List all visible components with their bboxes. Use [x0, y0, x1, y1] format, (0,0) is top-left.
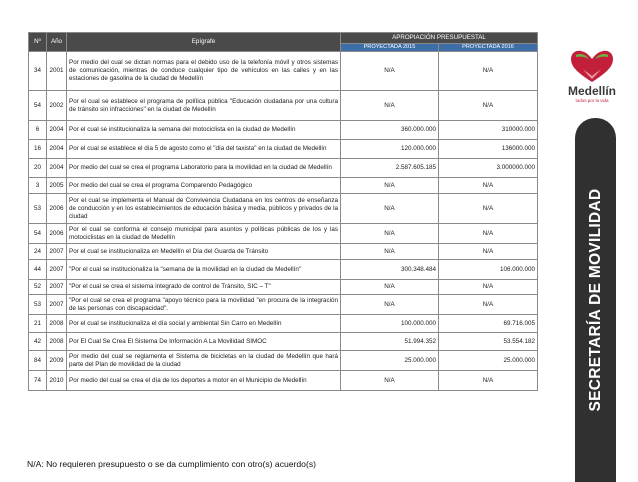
- cell-2015: 25.000.000: [341, 351, 439, 371]
- logo-wordmark: Medellín: [567, 84, 617, 98]
- header-2015: PROYECTADA 2015: [341, 44, 439, 52]
- agreements-table: [28, 32, 538, 391]
- table-row: [29, 224, 538, 244]
- table-row: [29, 194, 538, 224]
- cell-2015: 51.994.352: [341, 333, 439, 351]
- cell-no: 6: [29, 121, 47, 140]
- cell-no: 54: [29, 224, 47, 244]
- table-row: [29, 333, 538, 351]
- cell-epigraph: Por El Cual Se Crea El Sistema De Información A La Movilidad SIMOC: [67, 333, 341, 351]
- sidebar-banner: [575, 118, 616, 482]
- cell-epigraph: "Por el cual se crea el programa "apoyo técnico para la movilidad "en procura de la integración de las personas con discapacidad".: [67, 295, 341, 315]
- cell-year: 2010: [47, 371, 67, 391]
- cell-no: 24: [29, 244, 47, 260]
- cell-2016: N/A: [439, 244, 538, 260]
- cell-epigraph: Por el cual se establece el día 5 de agosto como el "día del taxista" en la ciudad de Medellín: [67, 140, 341, 159]
- cell-no: 54: [29, 91, 47, 121]
- table-row: [29, 260, 538, 280]
- cell-no: 44: [29, 260, 47, 280]
- cell-2015: N/A: [341, 91, 439, 121]
- cell-2016: N/A: [439, 194, 538, 224]
- cell-no: 3: [29, 178, 47, 194]
- table-row: [29, 351, 538, 371]
- table-row: [29, 121, 538, 140]
- logo-tagline: todos por la vida: [575, 98, 609, 103]
- cell-2016: N/A: [439, 371, 538, 391]
- header-budget: APROPIACIÓN PRESUPUESTAL: [341, 33, 538, 44]
- cell-year: 2002: [47, 91, 67, 121]
- cell-epigraph: Por medio del cual se crea el programa Laboratorio para la movilidad en la ciudad de Medellín: [67, 159, 341, 178]
- header-epigraph: Epígrafe: [67, 33, 341, 52]
- cell-2016: 106.000.000: [439, 260, 538, 280]
- cell-no: 21: [29, 315, 47, 333]
- cell-2015: N/A: [341, 194, 439, 224]
- cell-2016: 69.716.005: [439, 315, 538, 333]
- cell-year: 2008: [47, 315, 67, 333]
- cell-epigraph: Por medio del cual se dictan normas para el debido uso de la telefonía móvil y otros sistemas de comunicación, mientras de conduce cualquier tipo de vehículos en las calles y en las estaciones de gasolina de la ciudad de Medellín: [67, 52, 341, 91]
- cell-no: 52: [29, 280, 47, 295]
- table-row: [29, 315, 538, 333]
- cell-year: 2007: [47, 260, 67, 280]
- sidebar-title: SECRETARÍA DE MOVILIDAD: [586, 188, 604, 412]
- cell-no: 84: [29, 351, 47, 371]
- cell-no: 34: [29, 52, 47, 91]
- table-row: [29, 280, 538, 295]
- table-row: [29, 140, 538, 159]
- cell-epigraph: Por medio del cual se crea el programa Comparendo Pedagógico: [67, 178, 341, 194]
- cell-2015: N/A: [341, 52, 439, 91]
- cell-no: 53: [29, 295, 47, 315]
- cell-year: 2007: [47, 244, 67, 260]
- cell-year: 2004: [47, 159, 67, 178]
- cell-2016: 136000.000: [439, 140, 538, 159]
- cell-epigraph: Por el cual se institucionaliza la semana del motociclista en la ciudad de Medellín: [67, 121, 341, 140]
- cell-epigraph: Por el cual se institucionaliza en Medellín el Día del Guarda de Tránsito: [67, 244, 341, 260]
- cell-2016: N/A: [439, 178, 538, 194]
- cell-2015: N/A: [341, 295, 439, 315]
- cell-year: 2006: [47, 224, 67, 244]
- medellin-logo: [556, 45, 628, 105]
- cell-epigraph: Por el cual se establece el programa de política pública "Educación ciudadana por una cultura de tránsito sin infracciones" en la ciudad de Medellín: [67, 91, 341, 121]
- medellin-heart-icon: [556, 45, 628, 105]
- cell-2015: N/A: [341, 371, 439, 391]
- cell-2016: 53.554.182: [439, 333, 538, 351]
- cell-year: 2004: [47, 121, 67, 140]
- cell-2016: N/A: [439, 295, 538, 315]
- cell-epigraph: "Por el cual se crea el sistema integrado de control de Tránsito, SIC – T": [67, 280, 341, 295]
- cell-no: 16: [29, 140, 47, 159]
- cell-2016: 25.000.000: [439, 351, 538, 371]
- cell-2015: N/A: [341, 244, 439, 260]
- cell-epigraph: Por el cual se conforma el consejo municipal para asuntos y políticas públicas de los y las motociclistas en la ciudad de Medellín: [67, 224, 341, 244]
- header-no: Nº: [29, 33, 47, 52]
- cell-2016: N/A: [439, 280, 538, 295]
- header-2016: PROYECTADA 2016: [439, 44, 538, 52]
- cell-2015: N/A: [341, 178, 439, 194]
- cell-2016: N/A: [439, 91, 538, 121]
- cell-2016: 3.000000.000: [439, 159, 538, 178]
- table-row: [29, 371, 538, 391]
- cell-epigraph: Por medio del cual se crea el día de los deportes a motor en el Municipio de Medellín: [67, 371, 341, 391]
- cell-no: 20: [29, 159, 47, 178]
- cell-no: 74: [29, 371, 47, 391]
- cell-2015: 360.000.000: [341, 121, 439, 140]
- header-year: Año: [47, 33, 67, 52]
- table-row: [29, 244, 538, 260]
- table-row: [29, 295, 538, 315]
- cell-2015: 300.348.484: [341, 260, 439, 280]
- cell-2015: N/A: [341, 224, 439, 244]
- table-row: [29, 178, 538, 194]
- cell-epigraph: Por el cual se implementa el Manual de Convivencia Ciudadana en los centros de enseñanza de conducción y en los establecimientos de educación básica y media, públicos y privados de la ciudad: [67, 194, 341, 224]
- cell-year: 2008: [47, 333, 67, 351]
- cell-no: 53: [29, 194, 47, 224]
- cell-epigraph: "Por el cual se institucionaliza la "semana de la movilidad en la ciudad de Medellín": [67, 260, 341, 280]
- table-body: [29, 52, 538, 391]
- cell-year: 2001: [47, 52, 67, 91]
- cell-2016: 310000.000: [439, 121, 538, 140]
- cell-2015: 120.000.000: [341, 140, 439, 159]
- cell-epigraph: Por medio del cual se reglamenta el Sistema de bicicletas en la ciudad de Medellín que hará parte del Plan de movilidad de la ciudad: [67, 351, 341, 371]
- cell-year: 2007: [47, 280, 67, 295]
- cell-no: 42: [29, 333, 47, 351]
- cell-2015: 2.587.605.185: [341, 159, 439, 178]
- cell-2016: N/A: [439, 224, 538, 244]
- cell-2015: N/A: [341, 280, 439, 295]
- cell-2015: 100.000.000: [341, 315, 439, 333]
- cell-epigraph: Por el cual se institucionaliza el día social y ambiental Sin Carro en Medellín: [67, 315, 341, 333]
- table-row: [29, 91, 538, 121]
- cell-year: 2007: [47, 295, 67, 315]
- cell-2016: N/A: [439, 52, 538, 91]
- table-row: [29, 52, 538, 91]
- cell-year: 2004: [47, 140, 67, 159]
- cell-year: 2006: [47, 194, 67, 224]
- table-row: [29, 159, 538, 178]
- footnote: N/A: No requieren presupuesto o se da cumplimiento con otro(s) acuerdo(s): [27, 459, 316, 469]
- cell-year: 2005: [47, 178, 67, 194]
- cell-year: 2009: [47, 351, 67, 371]
